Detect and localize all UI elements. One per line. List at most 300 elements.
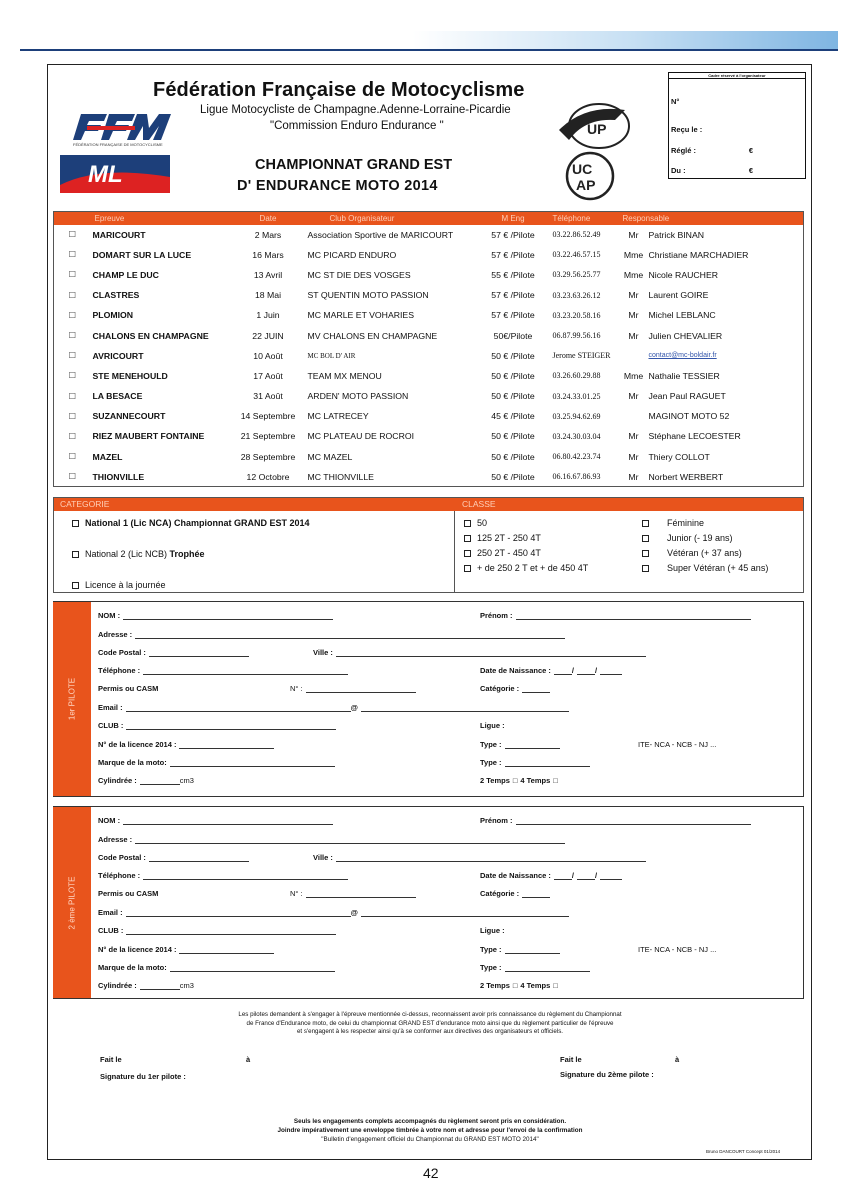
event-checkbox[interactable]: □ [69, 269, 76, 281]
ligue-subtitle: Ligue Motocycliste de Champagne.Adenne-Lorraine-Picardie [200, 104, 511, 116]
input-line[interactable] [600, 667, 622, 675]
event-row [54, 265, 804, 285]
event-row [54, 285, 804, 305]
event-fee: 57 € /Pilote [491, 290, 535, 301]
checkbox-group[interactable] [642, 565, 649, 572]
input-line[interactable] [140, 777, 180, 785]
group-option-feminine[interactable] [642, 518, 704, 528]
group-label: Super Vétéran (+ 45 ans) [667, 563, 769, 573]
event-civility: Mr [628, 391, 639, 402]
input-line[interactable] [123, 817, 333, 825]
event-name: MAZEL [92, 451, 123, 462]
input-line[interactable] [306, 890, 416, 898]
col-responsable: Responsable [621, 212, 804, 225]
field-label-naissance: Date de Naissance : [480, 871, 551, 880]
field-label-nom: NOM : [98, 611, 121, 620]
form-field [98, 926, 336, 935]
event-checkbox[interactable]: □ [69, 249, 76, 261]
col-checkbox [54, 212, 91, 225]
field-label-type_opts: ITE- NCA - NCB - NJ ... [638, 740, 717, 749]
league-logo [60, 155, 170, 193]
field-label-naissance_sep: / [594, 666, 598, 675]
input-line[interactable] [126, 704, 351, 712]
svg-text:ML: ML [88, 161, 123, 188]
event-phone: 03.25.94.62.69 [552, 411, 601, 421]
group-option-super-veteran[interactable] [642, 563, 768, 573]
field-label-at: @ [350, 908, 358, 917]
svg-text:UC: UC [572, 161, 593, 177]
event-civility: Mr [628, 451, 639, 462]
event-name: SUZANNECOURT [92, 411, 166, 422]
form-field [480, 963, 590, 972]
organizer-no: N° [671, 97, 680, 106]
checkbox-classe[interactable] [464, 520, 471, 527]
event-checkbox[interactable]: □ [69, 350, 76, 362]
field-label-naissance: Date de Naissance : [480, 666, 551, 675]
event-club: Association Sportive de MARICOURT [307, 229, 454, 240]
form-field [290, 889, 416, 898]
field-label-permis: Permis ou CASM [98, 684, 159, 693]
event-phone: 03.23.63.26.12 [552, 290, 601, 300]
col-telephone: Téléphone [551, 212, 621, 225]
event-checkbox[interactable]: □ [69, 289, 76, 301]
input-line[interactable] [554, 872, 572, 880]
event-fee: 57 € /Pilote [491, 229, 535, 240]
category-ncb-trophee: Trophée [169, 549, 205, 559]
event-club: MC ST DIE DES VOSGES [307, 269, 411, 280]
col-engagement: M Eng [476, 212, 551, 225]
field-label-naissance_sep: / [594, 871, 598, 880]
event-responsable: Stéphane LECOESTER [648, 431, 741, 442]
footer-line: "Bulletin d'engagement officiel du Championnat du GRAND EST MOTO 2014" [321, 1135, 539, 1143]
input-line[interactable] [179, 946, 274, 954]
field-label-ville: Ville : [313, 648, 333, 657]
event-checkbox[interactable]: □ [69, 410, 76, 422]
event-fee: 50 € /Pilote [491, 350, 535, 361]
event-club: ST QUENTIN MOTO PASSION [307, 290, 429, 301]
event-club: MC MARLE ET VOHARIES [307, 310, 415, 321]
event-civility: Mr [628, 310, 639, 321]
classe-option-plus[interactable] [464, 563, 588, 573]
event-fee: 55 € /Pilote [491, 269, 535, 280]
form-field [480, 945, 560, 954]
event-phone: 03.22.46.57.15 [552, 250, 601, 260]
checkbox-group[interactable] [642, 535, 649, 542]
form-field [480, 684, 550, 693]
checkbox-group[interactable] [642, 520, 649, 527]
form-field [480, 981, 561, 990]
event-name: THIONVILLE [92, 471, 145, 482]
event-date: 21 Septembre [240, 431, 296, 442]
svg-text:AP: AP [576, 177, 596, 193]
field-label-cm3: cm3 [179, 981, 194, 990]
input-line[interactable] [143, 667, 348, 675]
signature-pilot-2[interactable]: Signature du 2ème pilote : [560, 1070, 654, 1079]
input-line[interactable] [135, 631, 565, 639]
signature-pilot-1[interactable]: Signature du 1er pilote : [100, 1072, 186, 1081]
form-field [638, 945, 719, 954]
input-line[interactable] [554, 667, 572, 675]
event-civility: Mr [628, 330, 639, 341]
field-label-cm3: cm3 [179, 776, 194, 785]
event-fee: 50 € /Pilote [491, 471, 535, 482]
event-civility: Mme [623, 249, 644, 260]
input-line[interactable] [361, 704, 569, 712]
event-row [54, 406, 804, 426]
input-line[interactable] [600, 872, 622, 880]
event-name: STE MENEHOULD [92, 370, 168, 381]
event-date: 10 Août [253, 350, 283, 361]
field-label-type: Type : [480, 945, 502, 954]
event-row [54, 467, 804, 487]
classe-option-125[interactable] [464, 533, 541, 543]
event-row [54, 245, 804, 265]
input-line[interactable] [505, 964, 590, 972]
event-date: 2 Mars [254, 229, 282, 240]
input-line[interactable] [361, 909, 569, 917]
form-field [480, 611, 751, 620]
event-checkbox[interactable]: □ [69, 229, 76, 241]
field-label-adresse: Adresse : [98, 835, 133, 844]
field-label-box: □ [553, 981, 558, 990]
form-field [98, 835, 565, 844]
classe-heading: CLASSE [462, 499, 496, 509]
event-fee: 45 € /Pilote [491, 411, 535, 422]
field-label-club: CLUB : [98, 926, 124, 935]
form-field [98, 816, 333, 825]
checkbox-classe[interactable] [464, 550, 471, 557]
form-field [98, 871, 348, 880]
event-date: 1 Juin [256, 310, 280, 321]
input-line[interactable] [336, 854, 646, 862]
input-line[interactable] [123, 612, 333, 620]
field-label-tel: Téléphone : [98, 871, 141, 880]
pilot-1-form [53, 601, 804, 797]
event-checkbox[interactable]: □ [69, 330, 76, 342]
event-club: MC PLATEAU DE ROCROI [307, 431, 415, 442]
category-divider [454, 511, 455, 592]
group-label: Féminine [667, 518, 705, 528]
classe-option-50[interactable] [464, 518, 487, 528]
field-label-naissance_sep: / [571, 666, 574, 675]
event-row [54, 366, 804, 386]
form-field [98, 889, 161, 898]
championship-title: CHAMPIONNAT GRAND EST [255, 157, 453, 173]
event-name: PLOMION [92, 310, 134, 321]
form-field [98, 703, 569, 712]
event-date: 17 Août [253, 370, 283, 381]
event-name: CHALONS EN CHAMPAGNE [92, 330, 209, 341]
field-label-categorie: Catégorie : [480, 889, 520, 898]
field-label-licence: N° de la licence 2014 : [98, 740, 177, 749]
category-nca-label: National 1 (Lic NCA) Championnat GRAND EST 2014 [85, 518, 310, 528]
field-label-tel: Téléphone : [98, 666, 141, 675]
form-field [480, 721, 508, 730]
event-checkbox[interactable]: □ [69, 451, 76, 463]
event-row [54, 305, 804, 325]
form-field [480, 871, 622, 880]
event-phone: 03.29.56.25.77 [552, 270, 601, 280]
event-date: 12 Octobre [246, 471, 290, 482]
field-label-at: @ [350, 703, 358, 712]
event-phone: 06.16.67.86.93 [552, 472, 601, 482]
field-label-naissance_sep: / [571, 871, 574, 880]
field-label-box: □ [553, 776, 558, 785]
form-field [98, 648, 249, 657]
ucap-round-logo [560, 150, 620, 202]
form-field [480, 816, 751, 825]
fait-le-2: Fait le [560, 1055, 582, 1064]
field-label-type: Type : [480, 758, 502, 767]
category-section [53, 497, 804, 593]
event-name: AVRICOURT [92, 350, 144, 361]
organizer-box-heading: Cadre réservé à l'organisateur [669, 73, 805, 79]
organizer-du: Du : [671, 166, 686, 175]
group-option-veteran[interactable] [642, 548, 742, 558]
declaration-line: de France d'Endurance moto, de celui du championnat GRAND EST d'endurance moto ainsi que du règlement particulier de l'épreuve [246, 1019, 614, 1027]
form-field [98, 758, 335, 767]
pilot-2-side-label: 2 ème PILOTE [67, 876, 77, 929]
form-field [290, 684, 416, 693]
event-responsable: Julien CHEVALIER [648, 330, 723, 341]
field-label-type_opts: ITE- NCA - NCB - NJ ... [638, 945, 717, 954]
input-line[interactable] [179, 741, 274, 749]
field-label-temps2: 2 Temps [480, 776, 510, 785]
event-name: CLASTRES [92, 290, 140, 301]
event-club: TEAM MX MENOU [307, 370, 382, 381]
event-fee: 57 € /Pilote [491, 249, 535, 260]
field-label-club: CLUB : [98, 721, 124, 730]
organizer-regle: Réglé : [671, 146, 697, 155]
checkbox-nca[interactable] [72, 520, 79, 527]
event-responsable: Norbert WERBERT [648, 471, 724, 482]
event-phone: 03.22.86.52.49 [552, 230, 601, 240]
classe-label: 50 [477, 518, 488, 528]
event-email-link[interactable]: contact@mc-boldair.fr [648, 352, 717, 360]
input-line[interactable] [170, 759, 335, 767]
event-fee: 50€/Pilote [493, 330, 533, 341]
checkbox-classe[interactable] [464, 535, 471, 542]
checkbox-ncb[interactable] [72, 551, 79, 558]
organizer-recu: Reçu le : [671, 125, 703, 134]
event-row [54, 225, 804, 245]
event-club: ARDEN' MOTO PASSION [307, 391, 409, 402]
form-field [98, 611, 333, 620]
checkbox-journee[interactable] [72, 582, 79, 589]
event-club: MC LATRECEY [307, 411, 369, 422]
field-label-permis: Permis ou CASM [98, 889, 159, 898]
event-club: MC BOL D' AIR [307, 351, 356, 360]
event-name: LA BESACE [92, 391, 143, 402]
event-responsable: Jean Paul RAGUET [648, 391, 726, 402]
input-line[interactable] [516, 612, 751, 620]
form-field [98, 908, 569, 917]
input-line[interactable] [306, 685, 416, 693]
organizer-box [668, 72, 806, 179]
category-option-ncb[interactable] [72, 549, 205, 559]
field-label-marque: Marque de la moto: [98, 963, 167, 972]
a-1: à [246, 1055, 251, 1064]
input-line[interactable] [140, 982, 180, 990]
euro-sign: € [748, 166, 753, 175]
input-line[interactable] [143, 872, 348, 880]
field-label-temps4: 4 Temps [520, 981, 551, 990]
event-phone: Jerome STEIGER [552, 351, 611, 361]
pilot-1-side-label: 1er PILOTE [67, 677, 77, 721]
field-label-box: □ [512, 776, 518, 785]
event-row [54, 346, 804, 366]
category-header [54, 498, 803, 511]
event-phone: 06.80.42.23.74 [552, 452, 601, 462]
ffm-tagline: FÉDÉRATION FRANÇAISE DE MOTOCYCLISME [73, 142, 163, 147]
event-phone: 06.87.99.56.16 [552, 331, 601, 341]
event-date: 22 JUIN [252, 330, 284, 341]
field-label-email: Email : [98, 908, 123, 917]
event-club: MC MAZEL [307, 451, 353, 462]
event-row [54, 426, 804, 446]
input-line[interactable] [336, 649, 646, 657]
form-field [98, 721, 336, 730]
fait-le-1: Fait le [100, 1055, 122, 1064]
form-field [98, 853, 249, 862]
input-line[interactable] [126, 722, 336, 730]
event-responsable: Patrick BINAN [648, 229, 705, 240]
input-line[interactable] [577, 666, 598, 675]
form-field [638, 740, 719, 749]
input-line[interactable] [126, 909, 351, 917]
declaration-line: et s'engagent à les respecter ainsi qu'à se conformer aux directives des organisateurs et officiels. [296, 1028, 564, 1035]
form-field [480, 926, 508, 935]
form-field [480, 776, 561, 785]
event-date: 28 Septembre [240, 451, 296, 462]
event-name: RIEZ MAUBERT FONTAINE [92, 431, 205, 442]
event-civility: Mr [628, 471, 639, 482]
input-line[interactable] [149, 649, 249, 657]
event-civility: Mr [628, 229, 639, 240]
form-field [98, 630, 565, 639]
svg-text:UP: UP [587, 121, 607, 137]
input-line[interactable] [170, 964, 335, 972]
header-band [20, 31, 838, 51]
classe-label: 250 2T - 450 4T [477, 548, 541, 558]
field-label-ville: Ville : [313, 853, 333, 862]
event-checkbox[interactable]: □ [69, 390, 76, 402]
input-line[interactable] [516, 817, 751, 825]
field-label-cylindree: Cylindrée : [98, 981, 137, 990]
input-line[interactable] [149, 854, 249, 862]
form-field [98, 684, 161, 693]
category-option-nca[interactable] [72, 518, 310, 528]
field-label-ligue: Ligue : [480, 926, 505, 935]
event-checkbox[interactable]: □ [69, 471, 76, 483]
form-field [313, 648, 646, 657]
group-option-junior[interactable] [642, 533, 733, 543]
field-label-type: Type : [480, 963, 502, 972]
event-checkbox[interactable]: □ [69, 430, 76, 442]
event-date: 31 Août [253, 391, 283, 402]
pilot-2-side [53, 807, 91, 998]
input-line[interactable] [577, 871, 598, 880]
event-checkbox[interactable]: □ [69, 309, 76, 321]
euro-sign: € [748, 146, 753, 155]
field-label-type: Type : [480, 740, 502, 749]
col-date: Date [231, 212, 306, 225]
category-heading: CATEGORIE [60, 499, 110, 509]
event-date: 13 Avril [253, 269, 283, 280]
footer-line: Joindre impérativement une enveloppe timbrée à votre nom et adresse pour l'envoi de la confirmation [277, 1126, 583, 1134]
field-label-num: N° : [290, 889, 303, 898]
event-fee: 50 € /Pilote [491, 370, 535, 381]
form-field [480, 666, 622, 675]
form-field [98, 740, 274, 749]
credit: Bruno DANCOURT Concept 01/2014 [706, 1149, 781, 1154]
input-line[interactable] [522, 890, 550, 898]
footer-notice [180, 1118, 680, 1144]
field-label-num: N° : [290, 684, 303, 693]
category-journee-label: Licence à la journée [85, 580, 166, 590]
footer-line: Seuls les engagements complets accompagnés du règlement seront pris en considération. [293, 1118, 567, 1125]
field-label-categorie: Catégorie : [480, 684, 520, 693]
col-club: Club Organisateur [306, 212, 476, 225]
page-title: Fédération Française de Motocyclisme [153, 79, 525, 101]
input-line[interactable] [522, 685, 550, 693]
event-civility: Mr [628, 431, 639, 442]
input-line[interactable] [135, 836, 565, 844]
events-table [53, 211, 804, 487]
checkbox-classe[interactable] [464, 565, 471, 572]
form-field [98, 776, 197, 785]
input-line[interactable] [505, 741, 560, 749]
field-label-email: Email : [98, 703, 123, 712]
declaration-line: Les pilotes demandent à s'engager à l'épreuve mentionnée ci-dessus, reconnaissent avoir pris connaissance du règlement du Championnat [238, 1011, 622, 1018]
event-name: MARICOURT [92, 229, 146, 240]
field-label-prenom: Prénom : [480, 611, 513, 620]
event-fee: 57 € /Pilote [491, 310, 535, 321]
form-field [480, 740, 560, 749]
field-label-adresse: Adresse : [98, 630, 133, 639]
event-club: MC THIONVILLE [307, 471, 374, 482]
category-option-journee[interactable] [72, 580, 166, 590]
event-responsable: Michel LEBLANC [648, 310, 716, 321]
input-line[interactable] [505, 946, 560, 954]
event-date: 14 Septembre [240, 411, 296, 422]
event-responsable: Thiery COLLOT [648, 451, 710, 462]
declaration-text [140, 1011, 720, 1037]
input-line[interactable] [505, 759, 590, 767]
page-number: 42 [423, 1165, 439, 1181]
event-civility [621, 346, 647, 366]
event-checkbox[interactable]: □ [69, 370, 76, 382]
field-label-cp: Code Postal : [98, 853, 146, 862]
commission-subtitle: "Commission Enduro Endurance " [270, 120, 444, 132]
group-label: Vétéran (+ 37 ans) [667, 548, 742, 558]
field-label-temps2: 2 Temps [480, 981, 510, 990]
input-line[interactable] [126, 927, 336, 935]
ucap-wing-logo [555, 100, 633, 152]
championship-subtitle: D' ENDURANCE MOTO 2014 [237, 178, 438, 194]
field-label-box: □ [512, 981, 518, 990]
field-label-nom: NOM : [98, 816, 121, 825]
checkbox-group[interactable] [642, 550, 649, 557]
col-epreuve: Epreuve [91, 212, 231, 225]
field-label-marque: Marque de la moto: [98, 758, 167, 767]
event-fee: 50 € /Pilote [491, 431, 535, 442]
event-club: MC PICARD ENDURO [307, 249, 397, 260]
event-responsable: Laurent GOIRE [648, 290, 709, 301]
event-phone: 03.23.20.58.16 [552, 310, 601, 320]
classe-option-250[interactable] [464, 548, 541, 558]
event-civility: Mme [623, 370, 644, 381]
